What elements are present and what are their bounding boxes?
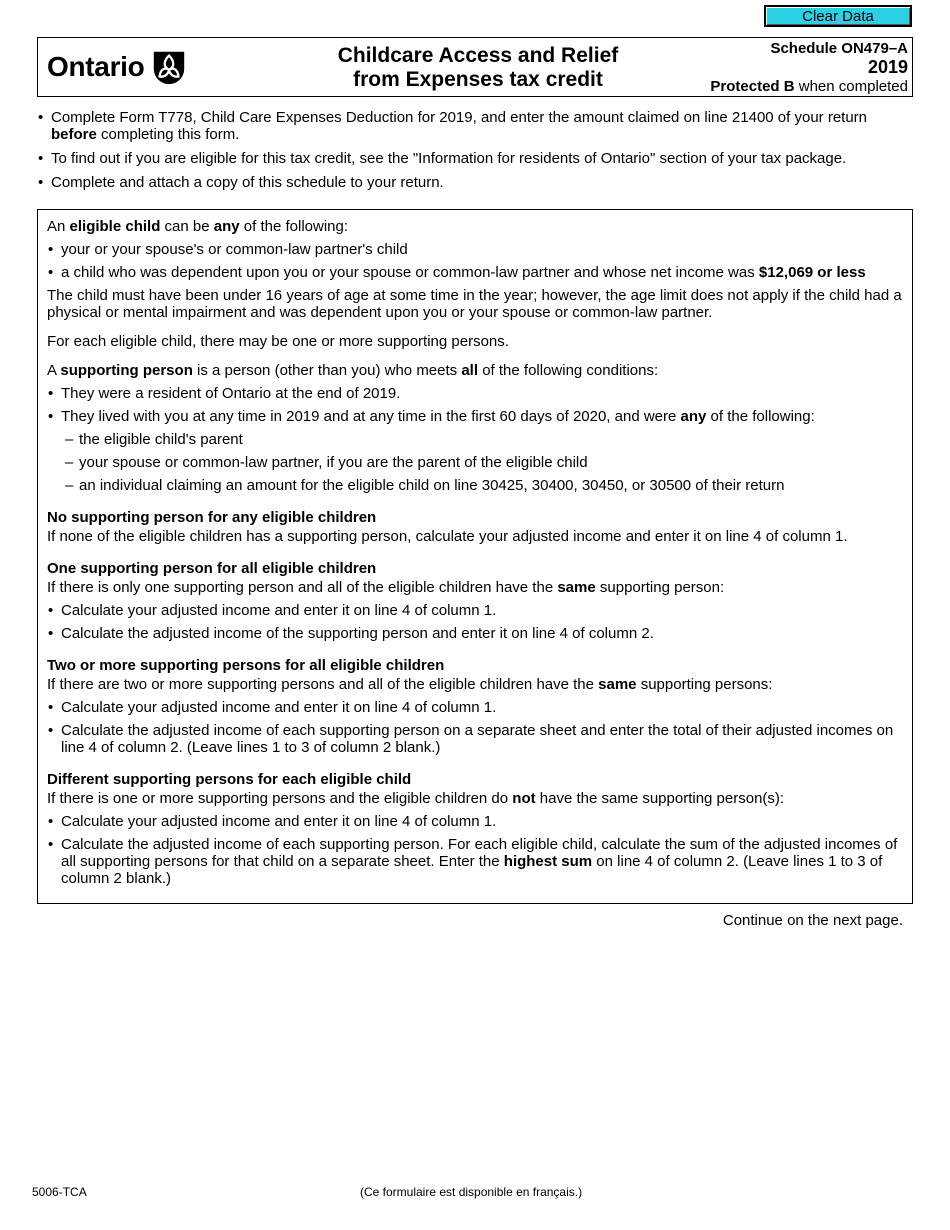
list-item: • Calculate the adjusted income of each supporting person on a separate sheet and enter the total of their adjusted incomes on line 4 of column 2. (Leave lines 1 to 3 of column 2 blank.)	[47, 722, 907, 756]
french-availability-note: (Ce formulaire est disponible en français.)	[360, 1185, 583, 1199]
schedule-number: Schedule ON479–A	[770, 40, 908, 57]
list-item: • a child who was dependent upon you or your spouse or common-law partner and whose net income was $12,069 or less	[47, 264, 907, 281]
tax-year: 2019	[867, 57, 908, 77]
logo-text: Ontario	[47, 51, 145, 82]
eligible-child-definition: An eligible child can be any of the following:	[47, 218, 349, 235]
list-item: • Calculate your adjusted income and enter it on line 4 of column 1.	[47, 699, 907, 716]
section-text: If there is only one supporting person and all of the eligible children have the same supporting person:	[47, 579, 725, 596]
list-item: • Complete and attach a copy of this schedule to your return.	[37, 174, 907, 191]
trillium-icon	[150, 48, 188, 86]
clear-data-button[interactable]: Clear Data	[764, 5, 912, 27]
section-list	[47, 699, 907, 756]
supporting-relationships-list	[47, 431, 907, 494]
supporting-person-definition: A supporting person is a person (other than you) who meets all of the following conditions:	[47, 362, 659, 379]
list-item: • To find out if you are eligible for this tax credit, see the "Information for residents of Ontario" section of your tax package.	[37, 150, 907, 167]
section-list	[47, 813, 907, 887]
list-item: • Complete Form T778, Child Care Expenses Deduction for 2019, and enter the amount claimed on line 21400 of your return before completing this form.	[37, 109, 907, 143]
ontario-logo	[47, 46, 188, 88]
list-item: – the eligible child's parent	[65, 431, 907, 448]
section-text: If there is one or more supporting persons and the eligible children do not have the same supporting person(s):	[47, 790, 785, 807]
list-item: – an individual claiming an amount for the eligible child on line 30425, 30400, 30450, or 30500 of their return	[65, 477, 907, 494]
form-number: 5006-TCA	[32, 1185, 87, 1199]
list-item: • They lived with you at any time in 2019 and at any time in the first 60 days of 2020, and were any of the following:	[47, 408, 907, 425]
list-item: • Calculate your adjusted income and enter it on line 4 of column 1.	[47, 813, 907, 830]
section-heading: One supporting person for all eligible children	[47, 560, 377, 577]
age-limit-note: The child must have been under 16 years of age at some time in the year; however, the age limit does not apply if the child had a physical or mental impairment and was dependent upon you or your spouse or common-law partner.	[47, 287, 902, 321]
form-header	[37, 37, 913, 97]
section-list	[47, 602, 907, 642]
schedule-info	[710, 39, 908, 96]
section-heading: No supporting person for any eligible children	[47, 509, 377, 526]
eligible-child-list	[47, 241, 907, 281]
section-heading: Two or more supporting persons for all eligible children	[47, 657, 445, 674]
list-item: • your or your spouse's or common-law partner's child	[47, 241, 907, 258]
form-title: Childcare Access and Relief from Expenses tax credit	[337, 44, 619, 91]
protected-label: Protected B when completed	[710, 78, 908, 95]
continue-note: Continue on the next page.	[722, 912, 903, 929]
eligibility-info-box	[37, 209, 913, 904]
section-text: If none of the eligible children has a supporting person, calculate your adjusted income and enter it on line 4 of column 1.	[47, 528, 848, 545]
list-item: – your spouse or common-law partner, if you are the parent of the eligible child	[65, 454, 907, 471]
section-text: If there are two or more supporting persons and all of the eligible children have the same supporting persons:	[47, 676, 773, 693]
section-heading: Different supporting persons for each eligible child	[47, 771, 412, 788]
list-item: • They were a resident of Ontario at the end of 2019.	[47, 385, 907, 402]
supporting-conditions-list	[47, 385, 907, 425]
list-item: • Calculate the adjusted income of the supporting person and enter it on line 4 of column 2.	[47, 625, 907, 642]
list-item: • Calculate the adjusted income of each supporting person. For each eligible child, calculate the sum of the adjusted incomes of all supporting persons for that child on a separate sheet. Enter the highest sum on line 4 of column 2. (Leave lines 1 to 3 of column 2 blank.)	[47, 836, 907, 887]
list-item: • Calculate your adjusted income and enter it on line 4 of column 1.	[47, 602, 907, 619]
intro-instructions	[37, 109, 907, 198]
supporting-persons-note: For each eligible child, there may be one or more supporting persons.	[47, 333, 509, 350]
